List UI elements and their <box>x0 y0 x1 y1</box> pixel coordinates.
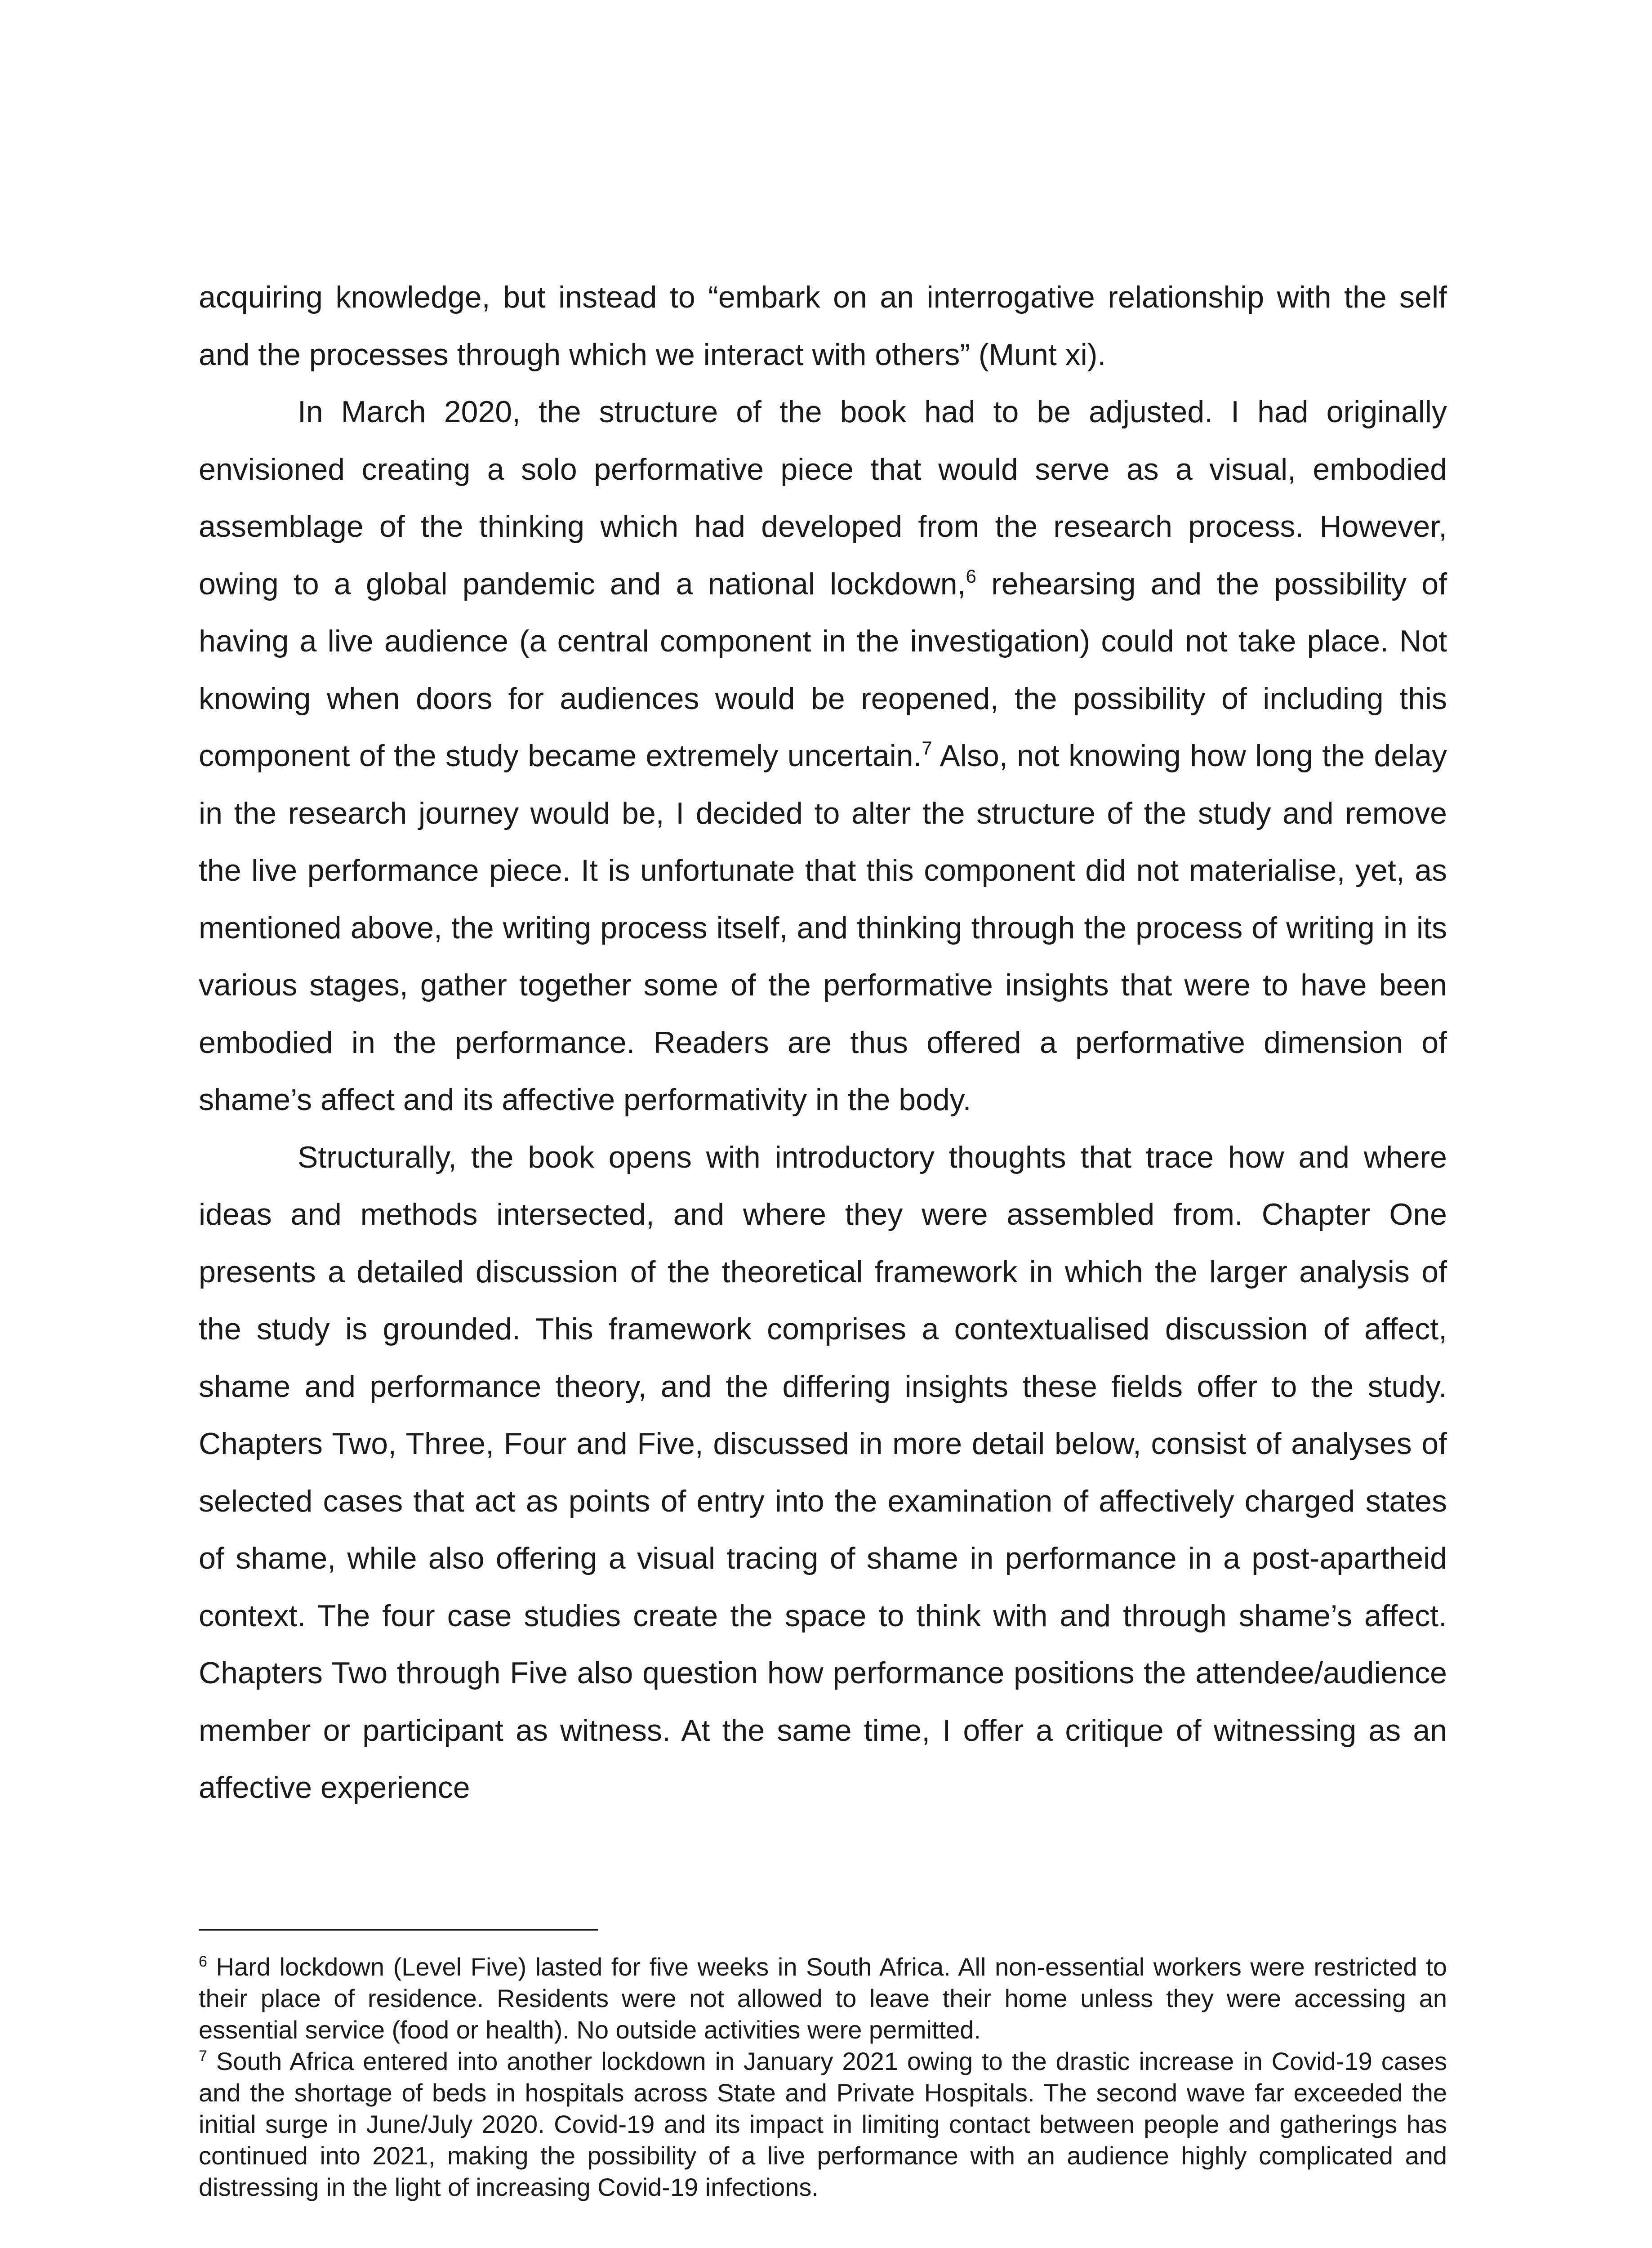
footnote-ref-7[interactable]: 7 <box>922 737 932 758</box>
footnote-6 <box>199 1951 1447 2046</box>
paragraph-structure-overview <box>199 1129 1447 1817</box>
paragraph-3-text: Structurally, the book opens with introductory thoughts that trace how and where ideas and methods intersected, and where they were assembled from. Chapter One presents a detailed discussion of the theoretical framework in which the larger analysis of the study is grounded. This framework comprises a contextualised discussion of affect, shame and performance theory, and the differing insights these fields offer to the study. Chapters Two, Three, Four and Five, discussed in more detail below, consist of analyses of selected cases that act as points of entry into the examination of affectively charged states of shame, while also offering a visual tracing of shame in performance in a post-apartheid context. The four case studies create the space to think with and through shame’s affect. Chapters Two through Five also question how performance positions the attendee/audience member or participant as witness. At the same time, I offer a critique of witnessing as an affective experience <box>199 1140 1447 1805</box>
paragraph-1-text: acquiring knowledge, but instead to “embark on an interrogative relationship with the self and the processes through which we interact with others” (Munt xi). <box>199 280 1447 372</box>
body-text <box>199 269 1447 1817</box>
paragraph-2-text-c: Also, not knowing how long the delay in the research journey would be, I decided to alter the structure of the study and remove the live performance piece. It is unfortunate that this component did not materialise, yet, as mentioned above, the writing process itself, and thinking through the process of writing in its various stages, gather together some of the performative insights that were to have been embodied in the performance. Readers are thus offered a performative dimension of shame’s affect and its affective performativity in the body. <box>199 739 1447 1117</box>
footnote-text-6: Hard lockdown (Level Five) lasted for five weeks in South Africa. All non-essential workers were restricted to their place of residence. Residents were not allowed to leave their home unless they were accessing an essential service (food or health). No outside activities were permitted. <box>199 1953 1447 2044</box>
paragraph-continuation <box>199 269 1447 384</box>
footnote-text-7: South Africa entered into another lockdown in January 2021 owing to the drastic increase in Covid-19 cases and the shortage of beds in hospitals across State and Private Hospitals. The second wave far exceeded the initial surge in June/July 2020. Covid-19 and its impact in limiting contact between people and gatherings has continued into 2021, making the possibility of a live performance with an audience highly complicated and distressing in the light of increasing Covid-19 infections. <box>199 2047 1447 2201</box>
paragraph-2-text-b: rehearsing and the possibility of having a live audience (a central component in the investigation) could not take place. Not knowing when doors for audiences would be reopened, the possibility of including this component of the study became extremely uncertain. <box>199 566 1447 773</box>
paragraph-structure-adjusted <box>199 384 1447 1129</box>
footnote-separator <box>199 1929 598 1931</box>
footnote-ref-6[interactable]: 6 <box>966 565 976 587</box>
footnote-number-7: 7 <box>199 2047 207 2065</box>
footnote-7 <box>199 2046 1447 2203</box>
footnote-number-6: 6 <box>199 1953 207 1970</box>
paragraph-2-text-a: In March 2020, the structure of the book had to be adjusted. I had originally envisioned creating a solo performative piece that would serve as a visual, embodied assemblage of the thinking which had developed from the research process. However, owing to a global pandemic and a national lockdown, <box>199 395 1447 601</box>
footnotes <box>199 1951 1447 2203</box>
